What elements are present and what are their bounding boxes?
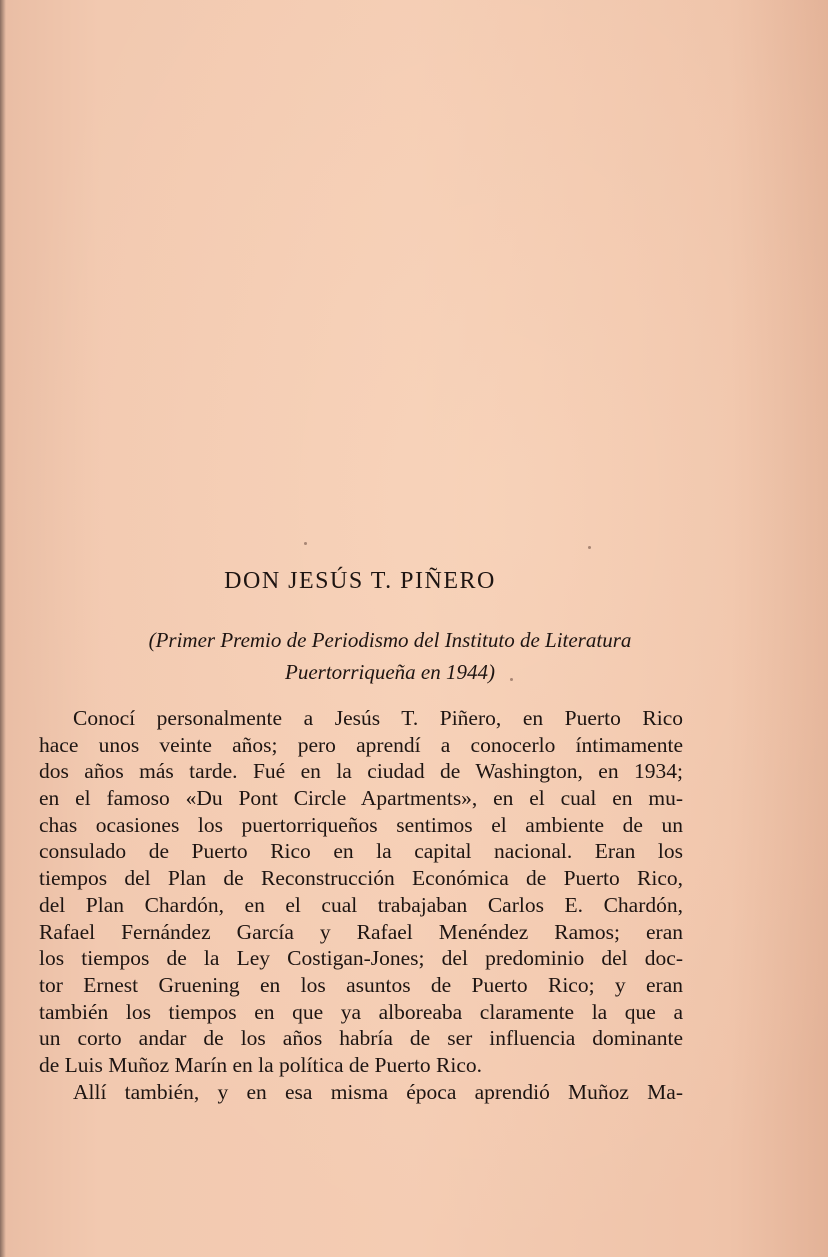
- body-line: hace unos veinte años; pero aprendí a conocerlo íntimamente: [39, 732, 683, 757]
- body-line: Rafael Fernández García y Rafael Menéndez Ramos; eran: [39, 919, 683, 944]
- body-line: chas ocasiones los puertorriqueños sentimos el ambiente de un: [39, 812, 683, 837]
- body-line: un corto andar de los años habría de ser influencia dominante: [39, 1026, 683, 1051]
- body-line: de Luis Muñoz Marín en la política de Puerto Rico.: [39, 1052, 483, 1077]
- article-subtitle: [60, 624, 720, 688]
- article-title: DON JESÚS T. PIÑERO: [224, 568, 496, 594]
- subtitle-line: (Primer Premio de Periodismo del Instituto de Literatura: [148, 628, 632, 652]
- body-line: los tiempos de la Ley Costigan-Jones; del predominio del doc-: [39, 946, 683, 971]
- article-body: [39, 705, 683, 1105]
- body-line: Allí también, y en esa misma época aprendió Muñoz Ma-: [73, 1079, 683, 1104]
- body-line: consulado de Puerto Rico en la capital nacional. Eran los: [39, 839, 683, 864]
- body-line: tor Ernest Gruening en los asuntos de Puerto Rico; y eran: [39, 972, 683, 997]
- paper-speck: [588, 546, 591, 549]
- body-line: dos años más tarde. Fué en la ciudad de Washington, en 1934;: [39, 759, 683, 784]
- body-line: tiempos del Plan de Reconstrucción Económica de Puerto Rico,: [39, 866, 683, 891]
- paper-speck: [304, 542, 307, 545]
- body-line: Conocí personalmente a Jesús T. Piñero, en Puerto Rico: [73, 706, 683, 730]
- page-edge-shadow: [0, 0, 6, 1257]
- body-line: también los tiempos en que ya alboreaba claramente la que a: [39, 999, 683, 1024]
- subtitle-line: Puertorriqueña en 1944): [285, 660, 495, 684]
- body-line: del Plan Chardón, en el cual trabajaban Carlos E. Chardón,: [39, 892, 683, 917]
- body-line: en el famoso «Du Pont Circle Apartments», en el cual en mu-: [39, 786, 683, 811]
